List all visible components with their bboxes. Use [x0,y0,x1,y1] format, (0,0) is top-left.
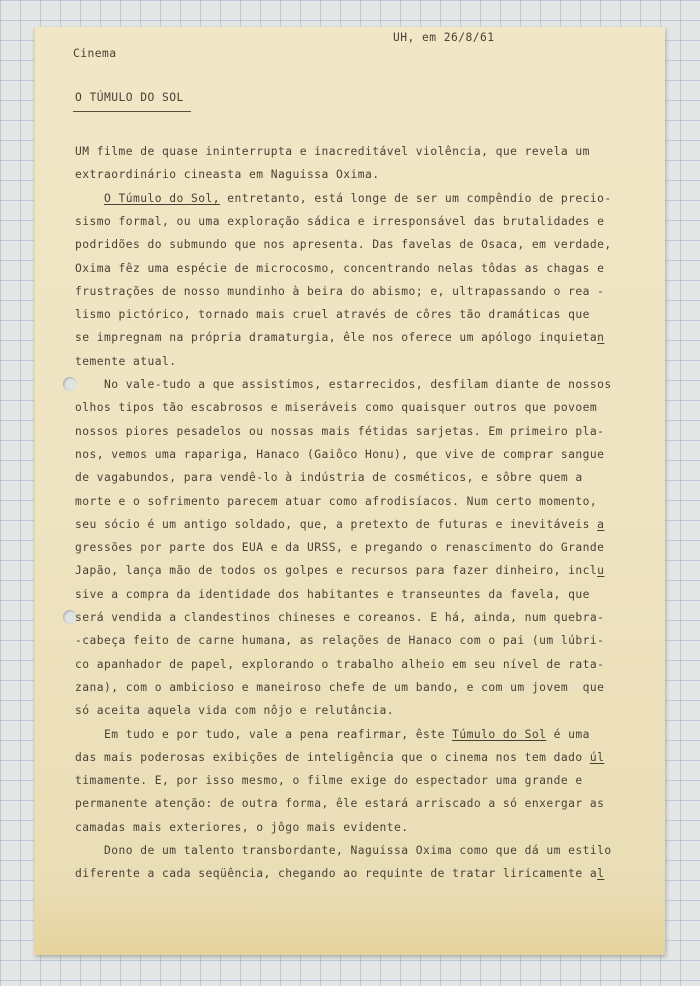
text-line: -cabeça feito de carne humana, as relações de Hanaco com o pai (um lúbri- [75,634,605,648]
text-line: zana), com o ambicioso e maneiroso chefe de um bando, e com um jovem que [75,680,605,694]
text-line: lismo pictórico, tornado mais cruel através de côres tão dramáticas que [75,308,590,322]
text-line: sismo formal, ou uma exploração sádica e irresponsável das brutalidades e [75,214,605,228]
underlined-text: u [597,564,605,578]
dateline: UH, em 26/8/61 [393,31,495,44]
text-line: sive a compra da identidade dos habitantes e transeuntes da favela, que [75,587,590,601]
text-line: diferente a cada seqüência, chegando ao requinte de tratar liricamente al [75,867,605,881]
text-line: frustrações de nosso mundinho à beira do abismo; e, ultrapassando o rea - [75,284,605,298]
title-underline [73,111,191,112]
text-line: No vale-tudo a que assistimos, estarrecidos, desfilam diante de nossos [75,378,612,391]
text-line: gressões por parte dos EUA e da URSS, e pregando o renascimento do Grande [75,541,605,555]
text-line: se impregnam na própria dramaturgia, êle nos oferece um apólogo inquietan [75,331,605,345]
text-line: será vendida a clandestinos chineses e coreanos. E há, ainda, num quebra- [75,611,605,624]
section-label: Cinema [73,47,117,60]
underlined-text: úl [589,750,605,764]
text-line: Japão, lança mão de todos os golpes e recursos para fazer dinheiro, inclu [75,564,605,578]
text-line: UM filme de quase ininterrupta e inacreditável violência, que revela um [75,145,590,158]
typewritten-page [34,27,665,955]
text-line: morte e o sofrimento parecem atuar como afrodisíacos. Num certo momento, [75,494,598,508]
text-line: temente atual. [75,354,177,368]
text-line: seu sócio é um antigo soldado, que, a pretexto de futuras e inevitáveis a [75,517,605,531]
text-line: das mais poderosas exibições de inteligência que o cinema nos tem dado úl [75,750,605,764]
underlined-text: a [597,517,605,531]
text-line: timamente. E, por isso mesmo, o filme exige do espectador uma grande e [75,774,583,788]
text-line: Oxima fêz uma espécie de microcosmo, concentrando nelas tôdas as chagas e [75,261,605,275]
text-line: permanente atenção: de outra forma, êle estará arriscado a só enxergar as [75,797,605,811]
text-line: extraordinário cineasta em Naguissa Oxima. [75,168,380,182]
underlined-text: n [597,331,605,345]
underlined-text: l [597,867,605,881]
underlined-text: O Túmulo do Sol, [104,191,221,205]
text-line: camadas mais exteriores, o jôgo mais evidente. [75,820,409,834]
text-line: O Túmulo do Sol, entretanto, está longe de ser um compêndio de precio- [104,191,612,205]
text-line: só aceita aquela vida com nôjo e relutância. [75,704,395,718]
text-line: podridões do submundo que nos apresenta. Das favelas de Osaca, em verdade, [75,238,612,252]
text-line: Em tudo e por tudo, vale a pena reafirmar, êste Túmulo do Sol é uma [75,727,590,741]
underlined-text: Túmulo do Sol [452,727,547,741]
text-line: nos, vemos uma rapariga, Hanaco (Gaiôco Honu), que vive de comprar sangue [75,447,605,461]
page-title: O TÚMULO DO SOL [75,91,184,104]
text-line: nossos piores pesadelos ou nossas mais fétidas sarjetas. Em primeiro pla- [75,424,605,438]
text-line: olhos tipos tão escabrosos e miseráveis como quaisquer outros que povoem [75,401,598,415]
text-line: co apanhador de papel, explorando o trabalho alheio em seu nível de rata- [75,657,605,671]
text-line: Dono de um talento transbordante, Naguissa Oxima como que dá um estilo [75,844,612,857]
text-line: de vagabundos, para vendê-lo à indústria de cosméticos, e sôbre quem a [75,471,583,485]
